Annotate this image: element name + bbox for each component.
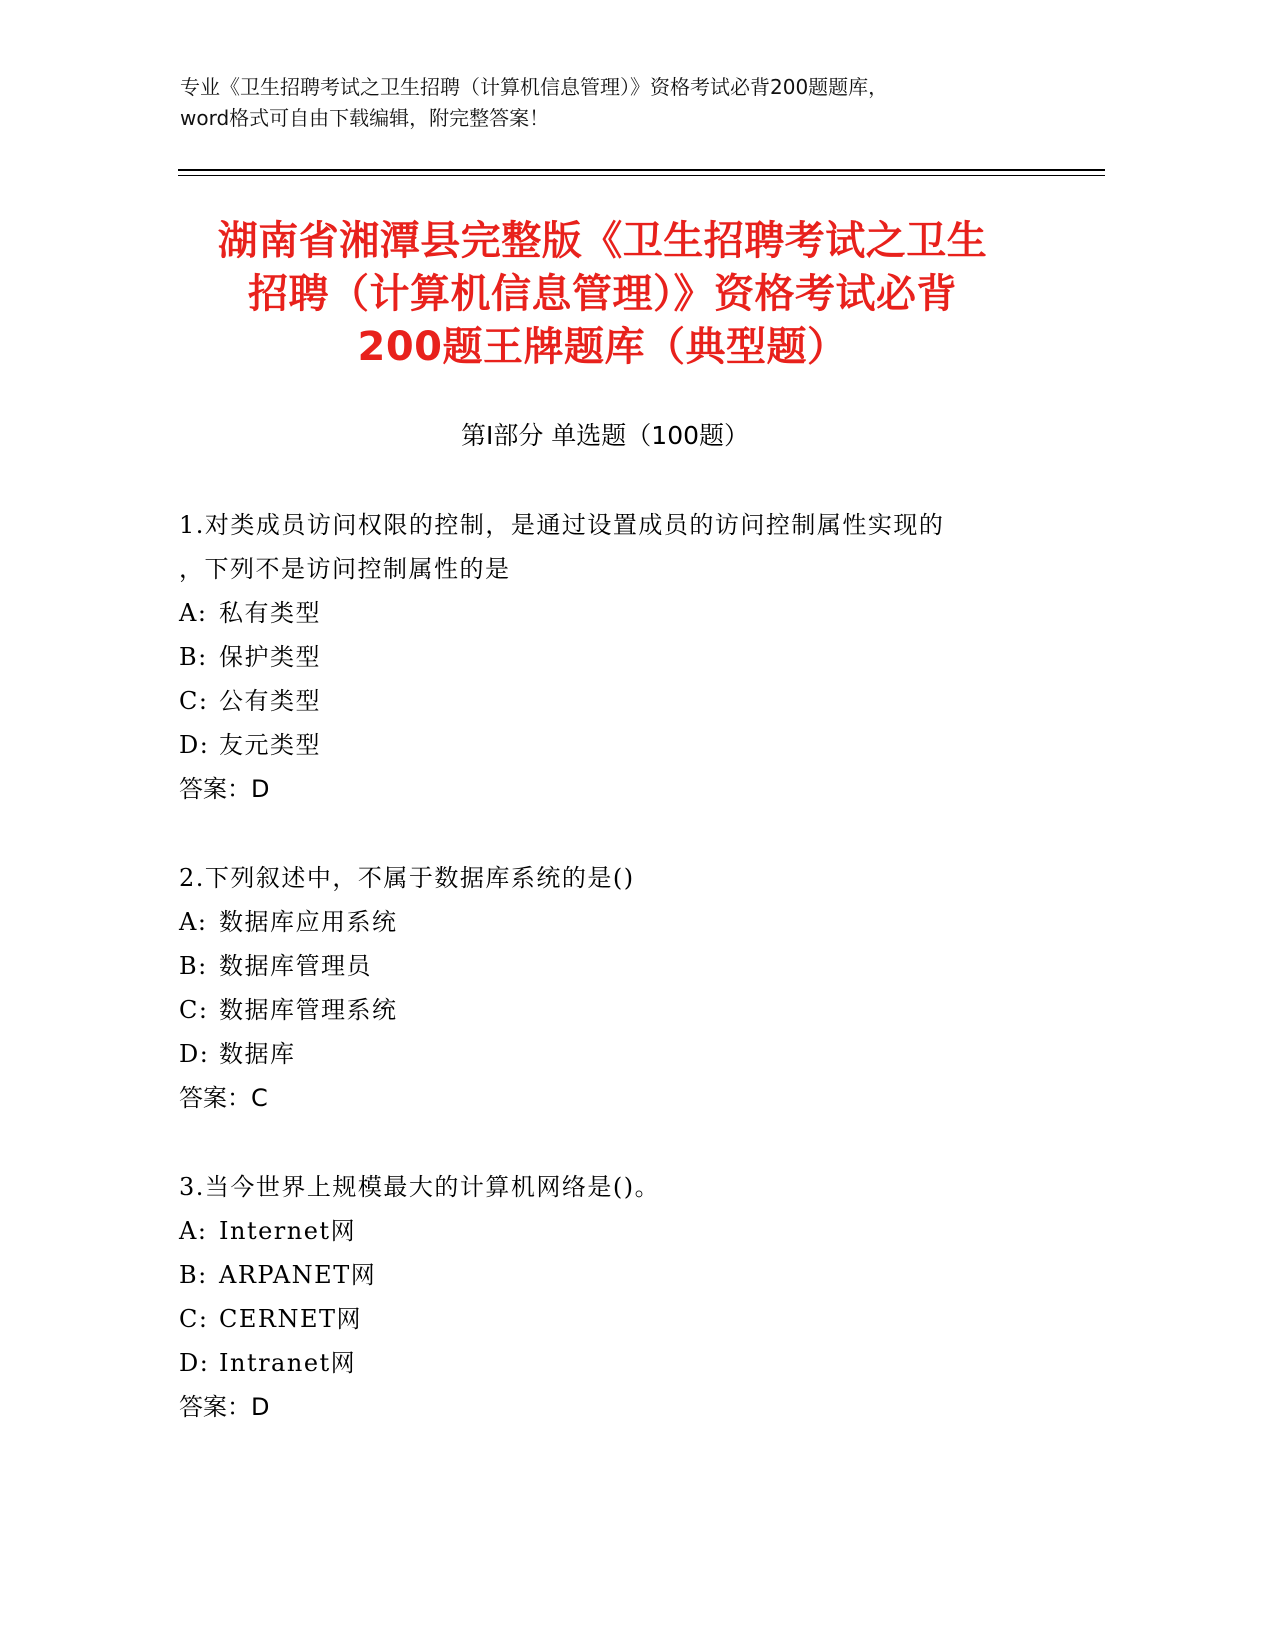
option-c — [179, 988, 1079, 1032]
option-b — [179, 944, 1079, 988]
option-d — [179, 723, 1079, 767]
option-letter: C: — [179, 1305, 209, 1333]
answer: 答案：D — [179, 1393, 270, 1421]
option-text: Internet网 — [219, 1217, 357, 1245]
option-a — [179, 591, 1079, 635]
option-text: 公有类型 — [219, 687, 321, 715]
option-letter: D: — [179, 1040, 210, 1068]
option-letter: A: — [179, 1217, 208, 1245]
option-letter: D: — [179, 1349, 210, 1377]
header-note-line-1: 专业《卫生招聘考试之卫生招聘（计算机信息管理）》资格考试必背200题题库， — [180, 75, 889, 99]
option-b — [179, 635, 1079, 679]
option-d — [179, 1341, 1079, 1385]
option-text: ARPANET网 — [219, 1261, 377, 1289]
option-c — [179, 1297, 1079, 1341]
header-rule-thick — [178, 169, 1105, 171]
option-letter: B: — [179, 643, 208, 671]
option-text: Intranet网 — [219, 1349, 357, 1377]
header-note — [180, 72, 1100, 134]
option-text: 数据库管理系统 — [219, 996, 398, 1024]
option-c — [179, 679, 1079, 723]
question-list — [179, 503, 1079, 1429]
option-d — [179, 1032, 1079, 1076]
question-3 — [179, 1165, 1079, 1429]
option-text: 保护类型 — [219, 643, 321, 671]
header-note-line-2: word格式可自由下载编辑，附完整答案！ — [180, 106, 550, 130]
question-2 — [179, 856, 1079, 1120]
option-letter: D: — [179, 731, 210, 759]
document-title-line-2: 招聘（计算机信息管理）》资格考试必背 — [248, 271, 957, 317]
option-a — [179, 900, 1079, 944]
question-stem: 1.对类成员访问权限的控制，是通过设置成员的访问控制属性实现的 — [179, 511, 945, 539]
option-letter: B: — [179, 1261, 208, 1289]
option-letter: B: — [179, 952, 208, 980]
option-text: 数据库应用系统 — [219, 908, 398, 936]
question-1 — [179, 503, 1079, 811]
option-letter: C: — [179, 996, 209, 1024]
option-letter: A: — [179, 599, 208, 627]
document-title-line-1: 湖南省湘潭县完整版《卫生招聘考试之卫生 — [217, 218, 988, 264]
section-title: 第Ⅰ部分 单选题（100题） — [460, 421, 750, 450]
question-stem-continued: ，下列不是访问控制属性的是 — [179, 555, 511, 583]
option-letter: C: — [179, 687, 209, 715]
option-text: 数据库 — [219, 1040, 296, 1068]
answer: 答案：D — [179, 775, 270, 803]
option-letter: A: — [179, 908, 208, 936]
option-text: CERNET网 — [219, 1305, 362, 1333]
option-text: 友元类型 — [219, 731, 321, 759]
option-text: 数据库管理员 — [219, 952, 372, 980]
question-stem: 2.下列叙述中，不属于数据库系统的是() — [179, 864, 635, 892]
option-a — [179, 1209, 1079, 1253]
header-rule-thin — [178, 175, 1105, 176]
option-b — [179, 1253, 1079, 1297]
document-title — [150, 215, 1055, 374]
answer: 答案：C — [179, 1084, 268, 1112]
question-stem: 3.当今世界上规模最大的计算机网络是()。 — [179, 1173, 661, 1201]
option-text: 私有类型 — [219, 599, 321, 627]
document-title-line-3: 200题王牌题库（典型题） — [357, 324, 848, 370]
